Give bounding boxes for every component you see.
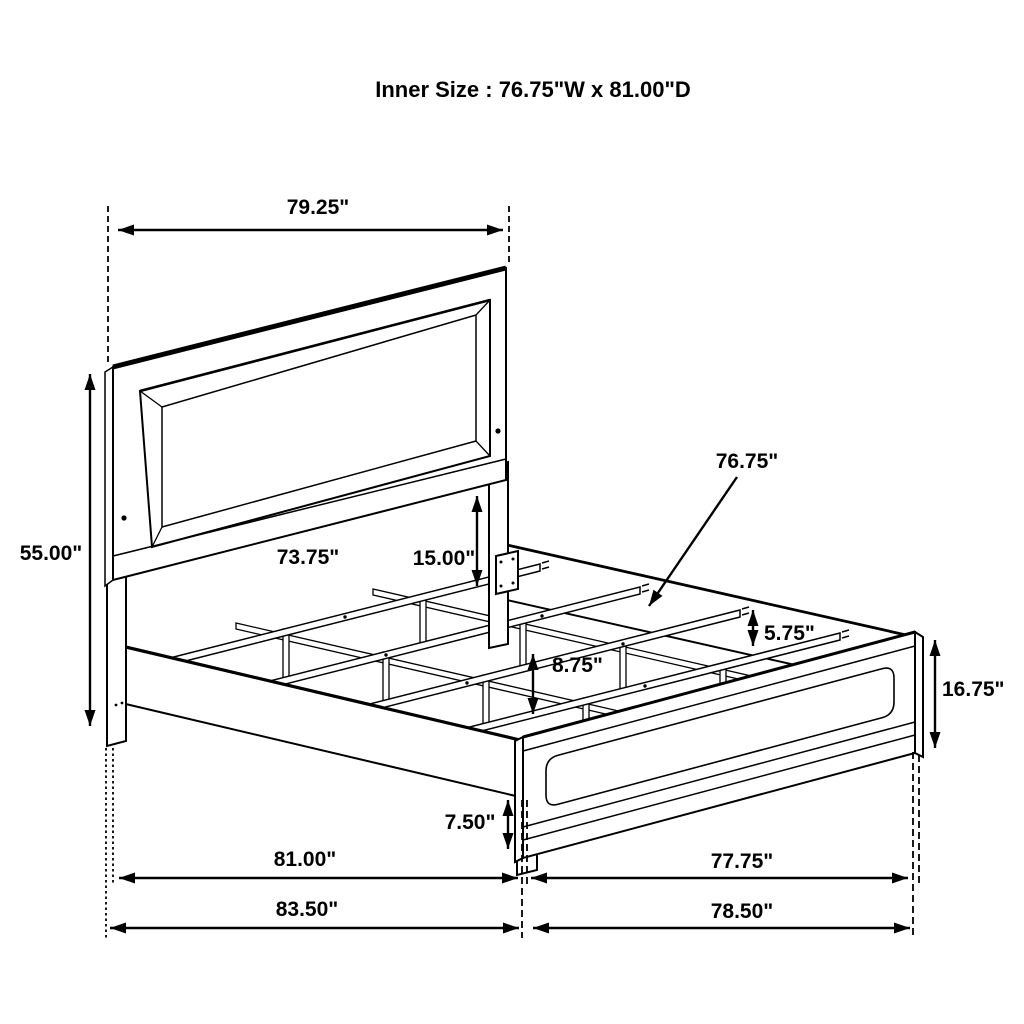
dim-label-footboard-outer-width: 78.50" xyxy=(710,900,774,923)
footboard-right-face xyxy=(915,632,923,757)
footboard-left-face xyxy=(515,737,523,862)
dim-label-rail-outer-depth: 77.75" xyxy=(710,850,774,873)
dim-label-footboard-height: 16.75" xyxy=(942,678,1005,701)
dim-label-rail-floor-clearance: 7.50" xyxy=(444,811,496,834)
dim-label-slat-support-height: 8.75" xyxy=(552,654,603,677)
rail-mounting-bracket xyxy=(496,551,518,594)
dim-label-headboard-height: 55.00" xyxy=(19,542,83,565)
diagram-title: Inner Size : 76.75"W x 81.00"D xyxy=(375,77,691,102)
dim-label-headboard-inner-width: 73.75" xyxy=(276,546,340,569)
front-side-rail xyxy=(113,644,520,797)
headboard-front-leg xyxy=(107,556,126,746)
headboard-panel xyxy=(113,268,506,580)
dim-label-inner-depth: 81.00" xyxy=(273,848,337,871)
dim-label-overall-depth: 83.50" xyxy=(275,898,339,921)
dim-label-headboard-width: 79.25" xyxy=(286,196,350,219)
dim-label-slat-inner-width: 76.75" xyxy=(715,450,779,473)
dim-label-leg-clearance: 15.00" xyxy=(412,547,476,570)
headboard-left-face xyxy=(105,367,113,586)
dim-label-rail-to-slat: 5.75" xyxy=(764,622,815,645)
